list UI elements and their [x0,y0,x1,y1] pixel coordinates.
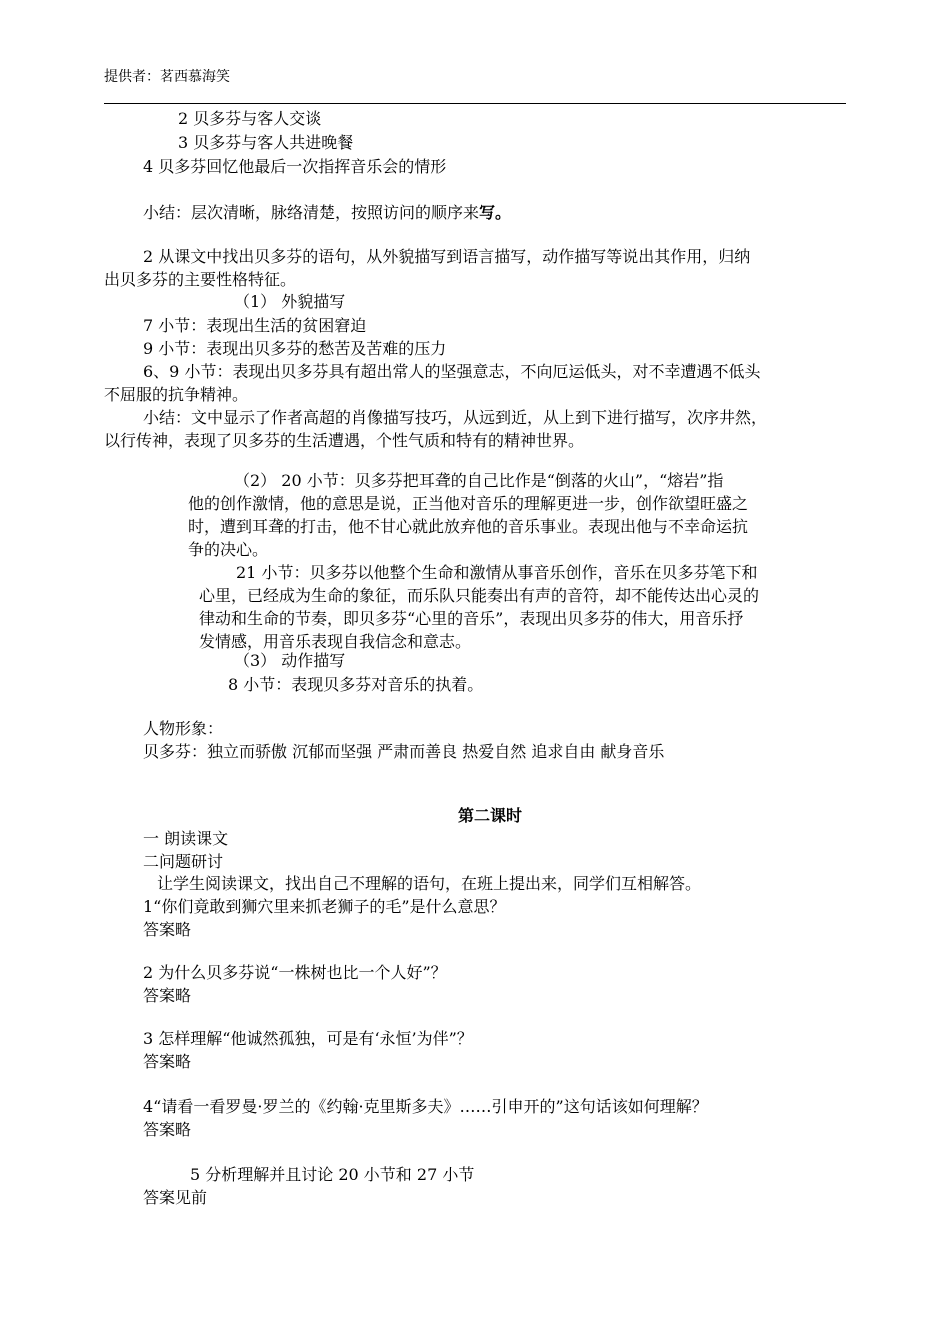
answer: 答案略 [143,986,192,1005]
answer: 答案略 [143,920,192,939]
question: 2 为什么贝多芬说“一株树也比一个人好”？ [143,963,447,982]
lesson2-title: 第二课时 [458,806,523,825]
sub1-item: 7 小节：表现出生活的贫困窘迫 [143,316,367,335]
question: 1“你们竟敢到狮穴里来抓老狮子的毛”是什么意思？ [143,897,506,916]
lesson2-item: 二问题研讨 [143,852,224,871]
sub2-line: 发情感，用音乐表现自我信念和意志。 [199,632,472,651]
list-item: 2 贝多芬与客人交谈 [178,109,322,128]
answer: 答案见前 [143,1188,208,1207]
sub2-line: 21 小节：贝多芬以他整个生命和激情从事音乐创作，音乐在贝多芬笔下和 [236,563,758,582]
question: 5 分析理解并且讨论 20 小节和 27 小节 [190,1165,475,1184]
question: 3 怎样理解“他诚然孤独，可是有‘永恒’为伴”？ [143,1029,473,1048]
answer: 答案略 [143,1052,192,1071]
sub2-paragraph-2 [199,561,759,653]
question: 4“请看一看罗曼·罗兰的《约翰·克里斯多夫》……引申开的”这句话该如何理解？ [143,1097,708,1116]
question-2-line1: 2 从课文中找出贝多芬的语句，从外貌描写到语言描写，动作描写等说出其作用，归纳 [143,247,751,266]
sub2-line: 律动和生命的节奏，即贝多芬“心里的音乐”，表现出贝多芬的伟大，用音乐抒 [199,609,744,628]
lesson2-intro: 让学生阅读课文，找出自己不理解的语句，在班上提出来，同学们互相解答。 [157,874,702,893]
sub2-line: 他的创作激情，他的意思是说，正当他对音乐的理解更进一步，创作欲望旺盛之 [188,494,749,513]
sub1-summary-line1: 小结：文中显示了作者高超的肖像描写技巧，从远到近，从上到下进行描写，次序井然， [143,408,768,427]
provider-header: 提供者：茗西慕海笑 [104,69,230,85]
summary-1 [143,202,511,224]
sub1-item3-line1: 6、9 小节：表现出贝多芬具有超出常人的坚强意志，不向厄运低头，对不幸遭遇不低头 [143,362,761,381]
sub1-item3-line2: 不屈服的抗争精神。 [104,385,249,404]
sub3-heading: （3） 动作描写 [234,651,346,670]
summary-1-text: 小结：层次清晰，脉络清楚，按照访问的顺序来 [143,203,480,222]
lesson2-item: 一 朗读课文 [143,829,229,848]
sub2-paragraph-1 [188,469,748,561]
header-divider [104,103,846,104]
summary-1-bold: 写。 [479,203,512,222]
answer: 答案略 [143,1120,192,1139]
list-item: 4 贝多芬回忆他最后一次指挥音乐会的情形 [143,157,447,176]
character-label: 人物形象： [143,719,224,738]
sub2-line: 时，遭到耳聋的打击，他不甘心就此放弃他的音乐事业。表现出他与不幸命运抗 [188,517,749,536]
list-item: 3 贝多芬与客人共进晚餐 [178,133,354,152]
question-2-line2: 出贝多芬的主要性格特征。 [104,270,297,289]
sub2-line: 心里，已经成为生命的象征，而乐队只能奏出有声的音符，却不能传达出心灵的 [199,586,760,605]
sub2-line: （2） 20 小节：贝多芬把耳聋的自己比作是“倒落的火山”，“熔岩”指 [234,471,724,490]
sub2-line: 争的决心。 [188,540,269,559]
sub1-item: 9 小节：表现出贝多芬的愁苦及苦难的压力 [143,339,447,358]
sub1-summary-line2: 以行传神，表现了贝多芬的生活遭遇，个性气质和特有的精神世界。 [104,431,585,450]
sub1-heading: （1） 外貌描写 [234,292,346,311]
character-traits: 贝多芬：独立而骄傲 沉郁而坚强 严肃而善良 热爱自然 追求自由 献身音乐 [143,742,665,761]
sub3-item: 8 小节：表现贝多芬对音乐的执着。 [228,675,484,694]
